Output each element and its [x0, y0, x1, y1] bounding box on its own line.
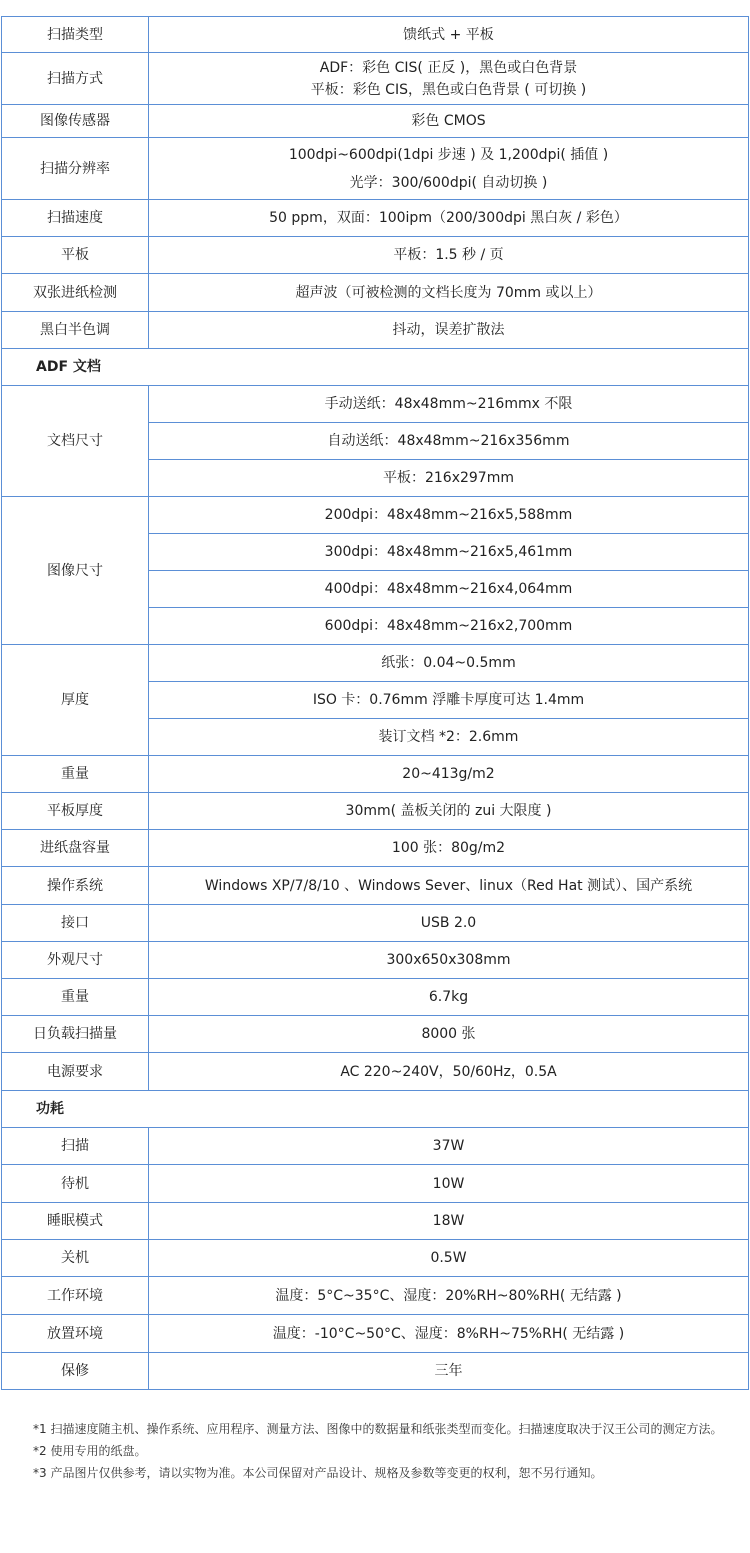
row-value: 200dpi：48x48mm~216x5,588mm: [149, 497, 749, 534]
row-value: 馈纸式 + 平板: [149, 17, 749, 53]
row-value: 自动送纸：48x48mm~216x356mm: [149, 423, 749, 460]
row-label: 平板: [2, 237, 149, 274]
row-label: 重量: [2, 979, 149, 1016]
row-label: 睡眠模式: [2, 1203, 149, 1240]
row-value: 10W: [149, 1165, 749, 1203]
row-label: 外观尺寸: [2, 942, 149, 979]
value-line: ADF：彩色 CIS( 正反 )，黑色或白色背景: [319, 59, 578, 76]
table-row: [2, 237, 749, 274]
row-label: 放置环境: [2, 1315, 149, 1353]
table-row: [2, 979, 749, 1016]
row-label: 双张进纸检测: [2, 274, 149, 312]
table-row: [2, 386, 749, 423]
table-row: [2, 1053, 749, 1091]
row-value: 600dpi：48x48mm~216x2,700mm: [149, 608, 749, 645]
row-value: 300dpi：48x48mm~216x5,461mm: [149, 534, 749, 571]
row-value: [149, 53, 749, 105]
row-label: 图像传感器: [2, 105, 149, 138]
value-line: 光学：300/600dpi( 自动切换 ): [349, 174, 548, 191]
footnote: *2 使用专用的纸盘。: [33, 1444, 147, 1458]
row-label: 平板厚度: [2, 793, 149, 830]
table-row: [2, 53, 749, 105]
row-value: 0.5W: [149, 1240, 749, 1277]
row-label: 图像尺寸: [2, 497, 149, 645]
section-row: [2, 349, 749, 386]
row-label: 工作环境: [2, 1277, 149, 1315]
row-value: [149, 138, 749, 200]
row-label: 重量: [2, 756, 149, 793]
spec-table: [1, 16, 749, 1390]
row-value: Windows XP/7/8/10 、Windows Sever、linux（Red Hat 测试）、国产系统: [149, 867, 749, 905]
row-value: 8000 张: [149, 1016, 749, 1053]
row-label: 待机: [2, 1165, 149, 1203]
row-label: 关机: [2, 1240, 149, 1277]
row-label: 扫描方式: [2, 53, 149, 105]
row-value: 300x650x308mm: [149, 942, 749, 979]
row-label: 接口: [2, 905, 149, 942]
table-row: [2, 942, 749, 979]
section-heading-adf: ADF 文档: [2, 349, 749, 386]
row-label: 日负载扫描量: [2, 1016, 149, 1053]
row-value: 纸张：0.04~0.5mm: [149, 645, 749, 682]
row-label: 保修: [2, 1353, 149, 1390]
row-value: 温度：5°C~35°C、湿度：20%RH~80%RH( 无结露 ): [149, 1277, 749, 1315]
footnote: *3 产品图片仅供参考，请以实物为准。本公司保留对产品设计、规格及参数等变更的权利，恕不另行通知。: [33, 1466, 603, 1480]
table-row: [2, 1240, 749, 1277]
row-value: 超声波（可被检测的文档长度为 70mm 或以上）: [149, 274, 749, 312]
row-value: 50 ppm，双面：100ipm（200/300dpi 黑白灰 / 彩色）: [149, 200, 749, 237]
row-value: 装订文档 *2：2.6mm: [149, 719, 749, 756]
row-value: ISO 卡：0.76mm 浮雕卡厚度可达 1.4mm: [149, 682, 749, 719]
section-heading-power: 功耗: [2, 1091, 749, 1128]
table-row: [2, 1203, 749, 1240]
row-label: 文档尺寸: [2, 386, 149, 497]
row-value: 30mm( 盖板关闭的 zui 大限度 ): [149, 793, 749, 830]
row-value: 6.7kg: [149, 979, 749, 1016]
row-value: 400dpi：48x48mm~216x4,064mm: [149, 571, 749, 608]
table-row: [2, 274, 749, 312]
row-label: 扫描类型: [2, 17, 149, 53]
table-row: [2, 756, 749, 793]
row-value: 18W: [149, 1203, 749, 1240]
row-label: 扫描: [2, 1128, 149, 1165]
row-label: 进纸盘容量: [2, 830, 149, 867]
table-row: [2, 867, 749, 905]
row-label: 电源要求: [2, 1053, 149, 1091]
row-value: 手动送纸：48x48mm~216mmx 不限: [149, 386, 749, 423]
table-row: [2, 1315, 749, 1353]
section-row: [2, 1091, 749, 1128]
row-label: 厚度: [2, 645, 149, 756]
row-value: 平板：1.5 秒 / 页: [149, 237, 749, 274]
table-row: [2, 1353, 749, 1390]
row-value: 抖动，误差扩散法: [149, 312, 749, 349]
table-row: [2, 1016, 749, 1053]
row-label: 黑白半色调: [2, 312, 149, 349]
table-row: [2, 200, 749, 237]
row-value: 温度：-10°C~50°C、湿度：8%RH~75%RH( 无结露 ): [149, 1315, 749, 1353]
row-label: 扫描分辨率: [2, 138, 149, 200]
table-row: [2, 138, 749, 200]
table-row: [2, 17, 749, 53]
table-row: [2, 645, 749, 682]
value-line: 100dpi~600dpi(1dpi 步速 ) 及 1,200dpi( 插值 ): [288, 146, 609, 163]
row-value: 平板：216x297mm: [149, 460, 749, 497]
table-row: [2, 793, 749, 830]
table-row: [2, 312, 749, 349]
footnotes: [33, 1418, 723, 1484]
row-value: 三年: [149, 1353, 749, 1390]
row-value: USB 2.0: [149, 905, 749, 942]
row-value: AC 220~240V，50/60Hz，0.5A: [149, 1053, 749, 1091]
table-row: [2, 1128, 749, 1165]
table-row: [2, 1277, 749, 1315]
table-row: [2, 105, 749, 138]
footnote: *1 扫描速度随主机、操作系统、应用程序、测量方法、图像中的数据量和纸张类型而变化。扫描速度取决于汉王公司的测定方法。: [33, 1422, 723, 1436]
row-value: 37W: [149, 1128, 749, 1165]
row-label: 扫描速度: [2, 200, 149, 237]
row-label: 操作系统: [2, 867, 149, 905]
row-value: 100 张：80g/m2: [149, 830, 749, 867]
row-value: 20~413g/m2: [149, 756, 749, 793]
table-row: [2, 1165, 749, 1203]
row-value: 彩色 CMOS: [149, 105, 749, 138]
table-row: [2, 497, 749, 534]
value-line: 平板：彩色 CIS，黑色或白色背景 ( 可切换 ): [310, 81, 587, 98]
table-row: [2, 830, 749, 867]
table-row: [2, 905, 749, 942]
